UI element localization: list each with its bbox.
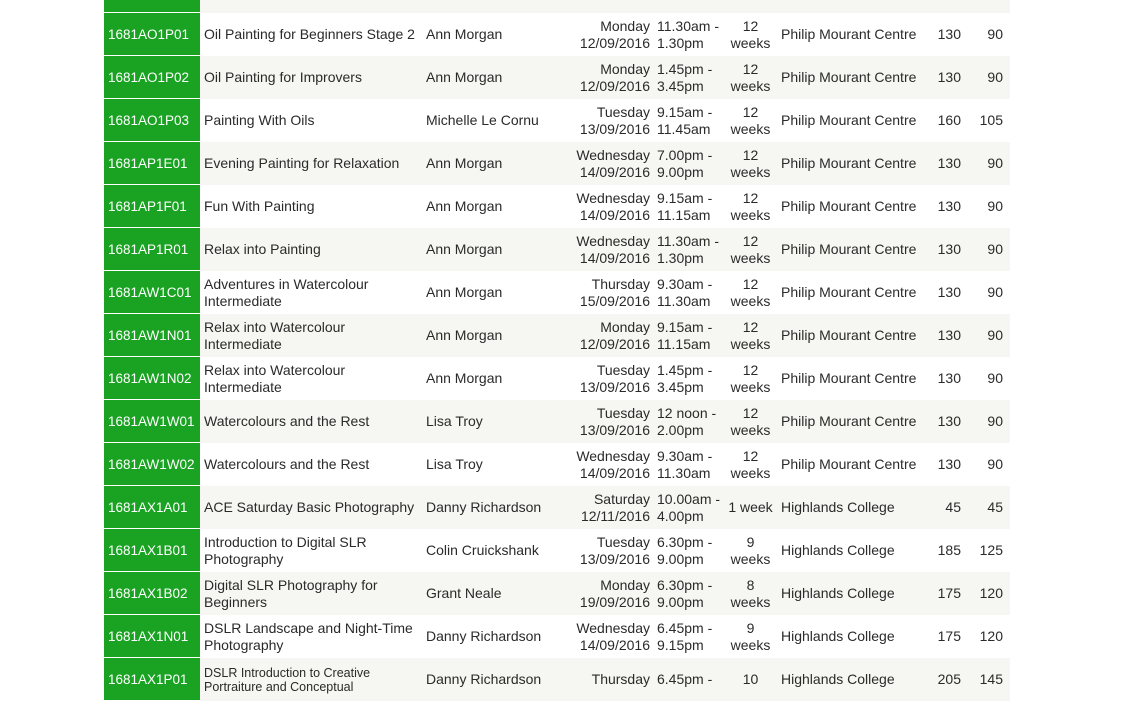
course-duration [724,142,777,185]
course-fee-reduced: 90 [987,370,1003,386]
course-fee-reduced: 90 [968,314,1010,357]
course-time [653,0,724,13]
course-code: 1681AP1R01 [104,228,200,271]
course-venue: Highlands College [777,572,926,615]
course-title: Relax into Painting [200,228,422,271]
course-duration [724,443,777,486]
course-code: 1681AX1A01 [104,486,200,529]
course-duration-unit: weeks [730,335,771,352]
course-start [570,572,653,615]
course-time [653,486,724,529]
course-venue: Philip Mourant Centre [781,26,917,42]
course-code: 1681AP1E01 [104,142,200,185]
course-duration-count: 10 [742,671,759,687]
course-duration [724,271,777,314]
course-time-start: 1.45pm - [657,60,713,77]
course-date: 14/09/2016 [579,249,650,266]
course-time [653,228,724,271]
course-time-start: 10.00am - [657,490,721,507]
course-tutor: Ann Morgan [426,198,503,214]
course-date: 19/09/2016 [579,593,650,610]
course-time-end: 9.00pm [657,593,704,610]
course-time [653,185,724,228]
course-tutor: Lisa Troy [422,400,570,443]
course-start [570,142,653,185]
course-duration-count: 12 [742,189,759,206]
course-day: Tuesday [596,404,650,421]
course-fee: 130 [926,228,968,271]
course-venue: Highlands College [781,628,895,644]
course-duration-count: 9 [746,533,755,550]
course-date: 13/09/2016 [579,421,650,438]
course-duration-count: 12 [742,103,759,120]
course-duration [724,529,777,572]
course-venue: Philip Mourant Centre [781,198,917,214]
course-duration-unit: weeks [730,120,771,137]
course-duration-unit: weeks [730,163,771,180]
course-time [653,357,724,400]
course-date: 12/09/2016 [579,34,650,51]
course-duration [724,185,777,228]
course-start [570,486,653,529]
course-day: Monday [600,60,650,77]
course-day: Monday [600,576,650,593]
course-time [653,99,724,142]
course-time [653,271,724,314]
course-start [570,13,653,56]
course-time [653,400,724,443]
course-day: Wednesday [576,619,650,636]
course-fee: 175 [926,572,968,615]
course-title: ACE Saturday Basic Photography [200,486,422,529]
course-day: Thursday [591,671,650,687]
course-duration-count: 12 [742,232,759,249]
course-tutor: Grant Neale [422,572,570,615]
course-day: Monday [600,318,650,335]
course-time-end: 11.30am [657,464,711,481]
course-fee-reduced: 120 [979,628,1003,644]
course-title: Oil Painting for Beginners Stage 2 [204,26,415,42]
table-row [104,314,1010,357]
course-time-start: 9.15am - [657,189,713,206]
course-time [653,142,724,185]
course-duration-count: 12 [742,275,759,292]
course-time [653,443,724,486]
course-fee: 130 [926,314,968,357]
table-row [104,486,1010,529]
course-fee: 130 [937,284,961,300]
course-tutor: Ann Morgan [422,56,570,99]
table-row [104,615,1010,658]
course-time-end: 3.45pm [657,77,704,94]
course-day: Wednesday [576,447,650,464]
course-code: 1681AX1N01 [104,615,200,658]
course-venue: Philip Mourant Centre [781,284,917,300]
course-time-end: 3.45pm [657,378,704,395]
course-time-end: 11.15am [657,335,711,352]
course-time-start: 9.15am - [657,318,713,335]
course-time-start: 7.00pm - [657,146,713,163]
course-date: 12/09/2016 [579,335,650,352]
course-duration [724,400,777,443]
course-tutor: Michelle Le Cornu [426,112,539,128]
course-start [570,314,653,357]
course-time [653,615,724,658]
course-fee: 130 [937,198,961,214]
course-time-start: 9.30am - [657,447,713,464]
course-fee-reduced: 90 [968,400,1010,443]
course-title: Watercolours and the Rest [204,456,370,472]
course-fee: 45 [926,486,968,529]
course-duration-unit: weeks [730,550,771,567]
course-code: 1681AW1C01 [104,271,200,314]
table-row [104,572,1010,615]
course-day: Tuesday [596,533,650,550]
course-fee-reduced: 90 [987,198,1003,214]
course-venue [777,0,926,13]
course-date: 13/09/2016 [579,120,650,137]
course-time [653,314,724,357]
course-start [570,400,653,443]
course-day: Monday [600,17,650,34]
course-duration [724,13,777,56]
course-duration-unit: weeks [730,249,771,266]
course-date: 13/09/2016 [579,378,650,395]
course-start [570,56,653,99]
course-fee-reduced: 120 [968,572,1010,615]
course-time-start: 6.45pm - [657,671,713,687]
course-title: Oil Painting for Improvers [200,56,422,99]
course-fee-reduced [968,0,1010,13]
course-time-end: 11.15am [657,206,711,223]
table-row [104,0,1010,13]
course-duration-unit: weeks [730,464,771,481]
course-date: 13/09/2016 [579,550,650,567]
course-title: Relax into Watercolour Intermediate [204,361,346,395]
course-tutor [422,0,570,13]
course-time-end: 4.00pm [657,507,704,524]
course-start [570,99,653,142]
course-code: 1681AO1P03 [104,99,200,142]
course-duration-unit: weeks [730,378,771,395]
course-code: 1681AW1N01 [104,314,200,357]
table-row [104,529,1010,572]
course-duration-unit: weeks [730,206,771,223]
course-venue: Philip Mourant Centre [777,56,926,99]
course-time-end: 1.30pm [657,249,704,266]
course-start [570,228,653,271]
course-duration [724,56,777,99]
course-day: Tuesday [596,103,650,120]
course-day: Thursday [591,275,650,292]
course-fee: 130 [937,456,961,472]
course-start [570,271,653,314]
course-date: 14/09/2016 [579,163,650,180]
table-row [104,357,1010,400]
course-code [104,0,200,13]
course-time [653,529,724,572]
course-tutor: Colin Cruickshank [426,542,539,558]
course-venue: Philip Mourant Centre [781,112,917,128]
course-time-start: 9.15am - [657,103,713,120]
course-fee-reduced: 90 [968,142,1010,185]
course-duration-unit: weeks [730,77,771,94]
course-title: Digital SLR Photography for Beginners [200,572,422,615]
course-start [570,615,653,658]
course-duration [724,572,777,615]
course-duration-count: 12 [742,447,759,464]
course-time-start: 6.30pm - [657,576,713,593]
course-title: Painting With Oils [204,112,315,128]
course-fee-reduced: 90 [987,26,1003,42]
course-time-start: 12 noon - [657,404,717,421]
course-fee-reduced: 90 [968,228,1010,271]
course-time-end: 2.00pm [657,421,704,438]
course-code: 1681AO1P01 [104,13,200,56]
course-fee: 205 [926,658,968,701]
course-start [570,185,653,228]
course-code: 1681AW1W02 [104,443,200,486]
course-duration [724,486,777,529]
course-title: Introduction to Digital SLR Photography [204,533,367,567]
table-row [104,185,1010,228]
table-row [104,228,1010,271]
course-code: 1681AW1N02 [104,357,200,400]
course-title: Adventures in Watercolour Intermediate [204,275,369,309]
course-time-start: 1.45pm - [657,361,713,378]
course-tutor: Ann Morgan [422,228,570,271]
course-title: Evening Painting for Relaxation [200,142,422,185]
course-venue: Philip Mourant Centre [777,228,926,271]
course-tutor: Danny Richardson [426,628,542,644]
course-start [570,529,653,572]
course-start [570,357,653,400]
course-title: DSLR Landscape and Night-Time Photography [204,619,413,653]
course-time-end: 9.15pm [657,636,704,653]
course-duration-count: 12 [742,361,759,378]
course-fee: 175 [937,628,961,644]
course-fee-reduced: 145 [968,658,1010,701]
course-fee-reduced: 125 [979,542,1003,558]
course-duration [724,228,777,271]
course-venue: Highlands College [777,658,926,701]
course-date: 14/09/2016 [579,206,650,223]
table-row [104,99,1010,142]
course-time-end: 1.30pm [657,34,704,51]
course-duration-unit: weeks [730,292,771,309]
course-title: Fun With Painting [204,198,315,214]
course-time-start: 6.30pm - [657,533,713,550]
course-tutor: Ann Morgan [426,26,503,42]
course-venue: Philip Mourant Centre [781,370,917,386]
course-fee: 130 [926,400,968,443]
course-duration [724,314,777,357]
course-duration-count: 12 [742,318,759,335]
course-day: Tuesday [596,361,650,378]
course-venue: Philip Mourant Centre [781,456,917,472]
table-row [104,56,1010,99]
course-time [653,13,724,56]
course-duration-unit: weeks [730,34,771,51]
course-date: 14/09/2016 [579,636,650,653]
course-duration-count: 12 [742,146,759,163]
course-time [653,56,724,99]
course-fee-reduced: 90 [968,56,1010,99]
course-duration-count: 12 [742,60,759,77]
course-tutor: Ann Morgan [426,370,503,386]
course-fee-reduced: 105 [979,112,1003,128]
course-time [653,572,724,615]
course-day: Wednesday [576,146,650,163]
course-fee-reduced: 45 [968,486,1010,529]
course-time-end: 9.00pm [657,163,704,180]
course-duration-count: 12 [742,17,759,34]
course-fee-reduced: 90 [987,456,1003,472]
course-tutor: Danny Richardson [422,658,570,701]
course-time-end: 9.00pm [657,550,704,567]
course-tutor: Ann Morgan [422,314,570,357]
course-day: Wednesday [576,189,650,206]
table-row [104,271,1010,314]
course-code: 1681AW1W01 [104,400,200,443]
course-fee: 130 [926,56,968,99]
course-code: 1681AP1F01 [104,185,200,228]
course-code: 1681AX1B02 [104,572,200,615]
course-title [200,0,422,13]
course-tutor: Ann Morgan [422,142,570,185]
course-duration-count: 12 [742,404,759,421]
course-date: 14/09/2016 [579,464,650,481]
course-venue: Philip Mourant Centre [777,400,926,443]
course-duration-count: 1 week [728,499,773,515]
course-date: 12/11/2016 [580,507,650,524]
course-fee-reduced: 90 [987,284,1003,300]
course-duration-count: 9 [746,619,755,636]
course-code: 1681AX1P01 [104,658,200,701]
course-tutor: Danny Richardson [422,486,570,529]
course-duration-unit: weeks [730,421,771,438]
course-duration-unit: weeks [730,593,771,610]
course-duration-count: 8 [746,576,755,593]
course-title: Relax into Watercolour Intermediate [200,314,422,357]
course-fee: 185 [937,542,961,558]
table-row [104,13,1010,56]
course-start [570,0,653,13]
course-start [570,443,653,486]
course-date: 12/09/2016 [579,77,650,94]
course-duration [724,615,777,658]
course-code: 1681AX1B01 [104,529,200,572]
course-fee: 130 [926,142,968,185]
course-time-end: 11.30am [657,292,711,309]
table-row [104,400,1010,443]
course-fee: 130 [937,26,961,42]
course-date: 15/09/2016 [579,292,650,309]
course-venue: Highlands College [777,486,926,529]
course-time-start: 11.30am - [657,232,719,249]
course-time-start: 9.30am - [657,275,713,292]
course-day: Saturday [593,490,650,507]
course-time-start: 6.45pm - [657,619,713,636]
table-row [104,443,1010,486]
course-time-end: 11.45am [657,120,711,137]
course-tutor: Lisa Troy [426,456,483,472]
course-code: 1681AO1P02 [104,56,200,99]
course-table [104,0,1010,701]
table-row [104,142,1010,185]
course-venue: Philip Mourant Centre [777,142,926,185]
course-day: Wednesday [576,232,650,249]
course-tutor: Ann Morgan [426,284,503,300]
course-venue: Philip Mourant Centre [777,314,926,357]
course-fee [926,0,968,13]
course-duration [724,99,777,142]
course-duration-unit: weeks [730,636,771,653]
course-fee: 160 [937,112,961,128]
course-venue: Highlands College [781,542,895,558]
course-time-start: 11.30am - [657,17,719,34]
course-duration [724,0,777,13]
course-duration [724,357,777,400]
course-fee: 130 [937,370,961,386]
course-title: DSLR Introduction to Creative Portraiture and Conceptual [200,658,422,701]
course-title: Watercolours and the Rest [200,400,422,443]
